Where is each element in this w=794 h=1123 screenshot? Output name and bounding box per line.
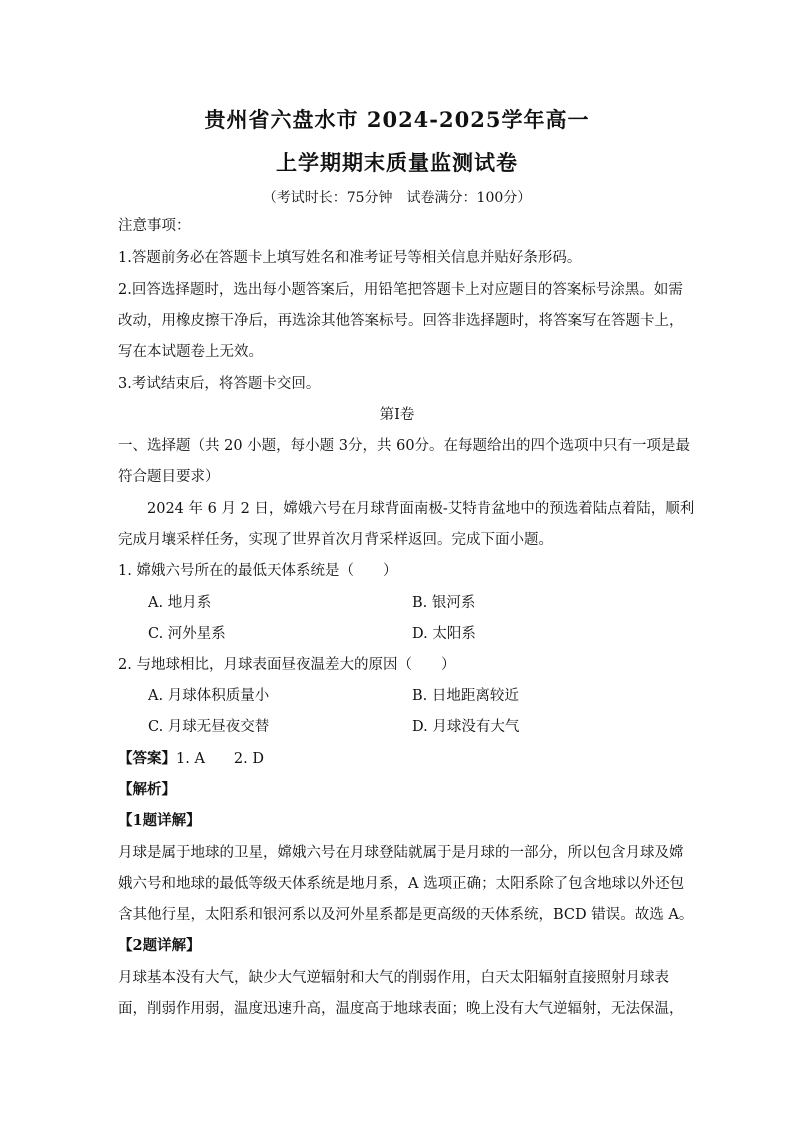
question-2-option-a: A. 月球体积质量小 (148, 688, 270, 704)
answer-label: 【答案】 (118, 750, 176, 767)
analysis-label: 【解析】 (118, 781, 176, 798)
answer-text: 1. A 2. D (176, 751, 264, 767)
question-1-option-a: A. 地月系 (148, 595, 212, 611)
analysis-q1-line2: 娥六号和地球的最低等级天体系统是地月系，A 选项正确；太阳系除了包含地球以外还包 (118, 876, 685, 892)
analysis-q2-line1: 月球基本没有大气，缺少大气逆辐射和大气的削弱作用，白天太阳辐射直接照射月球表 (118, 970, 669, 986)
question-2-option-b: B. 日地距离较近 (412, 688, 519, 704)
notes-item-2-line1: 2.回答选择题时，选出每小题答案后，用铅笔把答题卡上对应题目的答案标号涂黑。如需 (118, 282, 683, 298)
notes-item-2-line3: 写在本试题卷上无效。 (118, 344, 263, 360)
question-2-stem: 2. 与地球相比，月球表面昼夜温差大的原因（ ） (118, 657, 456, 673)
section-heading-line1: 一、选择题（共 20 小题，每小题 3分，共 60分。在每题给出的四个选项中只有一项是最 (118, 438, 691, 454)
analysis-q2-label: 【2题详解】 (118, 937, 201, 954)
question-1-option-b: B. 银河系 (412, 595, 476, 611)
analysis-q2-line2: 面，削弱作用弱，温度迅速升高，温度高于地球表面；晚上没有大气逆辐射，无法保温， (118, 1001, 684, 1017)
passage-line1: 2024 年 6 月 2 日，嫦娥六号在月球背面南极-艾特肯盆地中的预选着陆点着陆，顺利 (147, 501, 695, 517)
analysis-q1-line3: 含其他行星，太阳系和银河系以及河外星系都是更高级的天体系统，BCD 错误。故选 A。 (118, 907, 694, 923)
answer-line (118, 749, 678, 769)
notes-heading: 注意事项： (118, 218, 191, 234)
exam-duration-score: （考试时长：75分钟 试卷满分：100分） (262, 190, 532, 206)
page-title-line1: 贵州省六盘水市 2024-2025学年高一 (204, 107, 590, 132)
question-2-option-d: D. 月球没有大气 (412, 719, 520, 735)
section-heading-line2: 符合题目要求） (118, 469, 220, 485)
question-2-option-c: C. 月球无昼夜交替 (148, 719, 270, 735)
notes-item-2-line2: 改动，用橡皮擦干净后，再选涂其他答案标号。回答非选择题时，将答案写在答题卡上， (118, 313, 684, 329)
question-1-option-c: C. 河外星系 (148, 626, 226, 642)
passage-line2: 完成月壤采样任务，实现了世界首次月背采样返回。完成下面小题。 (118, 532, 553, 548)
notes-item-3: 3.考试结束后，将答题卡交回。 (118, 376, 321, 392)
page-title-line2: 上学期期末质量监测试卷 (276, 150, 518, 175)
analysis-q1-label: 【1题详解】 (118, 812, 201, 829)
question-1-stem: 1. 嫦娥六号所在的最低天体系统是（ ） (118, 563, 398, 579)
notes-item-1: 1.答题前务必在答题卡上填写姓名和准考证号等相关信息并贴好条形码。 (118, 250, 582, 266)
question-1-option-d: D. 太阳系 (412, 626, 476, 642)
section-label: 第Ⅰ卷 (379, 407, 415, 423)
analysis-q1-line1: 月球是属于地球的卫星，嫦娥六号在月球登陆就属于是月球的一部分，所以包含月球及嫦 (118, 845, 684, 861)
